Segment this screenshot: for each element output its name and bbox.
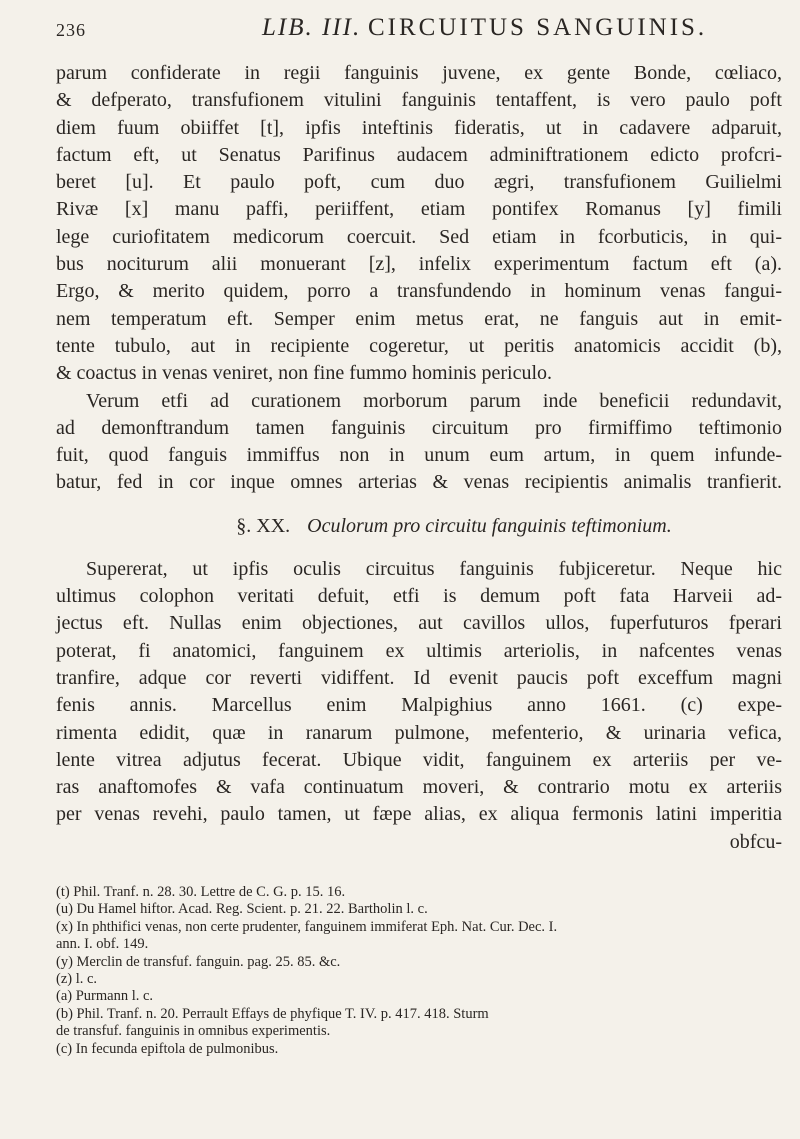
section-label: §. XX.	[236, 514, 291, 537]
text-line: batur, fed in cor inque omnes arterias & venas recipientis animalis tranfierit.	[56, 471, 782, 494]
text-line: bus nociturum alii monuerant [z], infelix experimentum factum eft (a).	[56, 253, 782, 276]
footnotes	[56, 884, 782, 1058]
text-line: ad demonftrandum tamen fanguinis circuitum pro firmiffimo teftimonio	[56, 416, 782, 439]
footnote: (u) Du Hamel hiftor. Acad. Reg. Scient. p. 21. 22. Bartholin l. c.	[56, 901, 428, 918]
book-section: LIB. III.	[262, 14, 362, 41]
text-line: & defperato, transfufionem vitulini fanguinis tentaffent, is vero paulo poft	[56, 89, 782, 112]
text-line: lente vitrea adjutus fecerat. Ubique vidit, fanguinem ex arteriis per ve-	[56, 748, 782, 771]
text-line: fenis annis. Marcellus enim Malpighius anno 1661. (c) expe-	[56, 694, 782, 717]
text-line: poterat, fi anatomici, fanguinem ex ultimis arteriolis, in nafcentes venas	[56, 639, 782, 662]
running-title: CIRCUITUS SANGUINIS.	[368, 14, 708, 41]
text-line: per venas revehi, paulo tamen, ut fæpe alias, ex aliqua fermonis latini imperitia	[56, 803, 782, 826]
footnote: (b) Phil. Tranf. n. 20. Perrault Effays de phyfique T. IV. p. 417. 418. Sturm	[56, 1005, 489, 1022]
section-heading	[56, 515, 782, 538]
text-line: Verum etfi ad curationem morborum parum inde beneficii redundavit,	[86, 389, 782, 412]
footnote: (c) In fecunda epiftola de pulmonibus.	[56, 1040, 279, 1057]
text-line: beret [u]. Et paulo poft, cum duo ægri, transfufionem Guilielmi	[56, 171, 782, 194]
page-number: 236	[56, 20, 86, 40]
text-line: lege curiofitatem medicorum coercuit. Sed etiam in fcorbuticis, in qui-	[56, 225, 782, 248]
text-line: Supererat, ut ipfis oculis circuitus fanguinis fubjiceretur. Neque hic	[86, 557, 782, 580]
text-line: ras anaftomofes & vafa continuatum moveri, & contrario motu ex arteriis	[56, 776, 782, 799]
footnote: (t) Phil. Tranf. n. 28. 30. Lettre de C. G. p. 15. 16.	[56, 884, 346, 901]
text-line: nem temperatum eft. Semper enim metus erat, ne fanguis aut in emit-	[56, 307, 782, 330]
footnote: de transfuf. fanguinis in omnibus experimentis.	[56, 1023, 331, 1040]
text-line: tente tubulo, aut in recipiente cogeretur, ut peritis anatomicis accidit (b),	[56, 334, 782, 357]
running-header	[56, 14, 770, 58]
footnote: ann. I. obf. 149.	[56, 936, 149, 953]
footnote: (y) Merclin de transfuf. fanguin. pag. 25. 85. &c.	[56, 953, 341, 970]
text-line: Ergo, & merito quidem, porro a transfundendo in hominum venas fangui-	[56, 280, 782, 303]
text-line: & coactus in venas veniret, non fine fummo hominis periculo.	[56, 362, 552, 385]
text-line: ultimus colophon veritati defuit, etfi is demum poft fata Harveii ad-	[56, 585, 782, 608]
text-line: factum eft, ut Senatus Parifinus audacem adminiftrationem edicto profcri-	[56, 143, 782, 166]
text-line: fuit, quod fanguis immiffus non in unum eum artum, in quem infunde-	[56, 444, 782, 467]
paragraph-1	[56, 60, 782, 497]
section-title: Oculorum pro circuitu fanguinis teftimonium.	[307, 514, 672, 537]
footnote: (x) In phthifici venas, non certe prudenter, fanguinem immiferat Eph. Nat. Cur. Dec. I.	[56, 918, 558, 935]
text-body	[56, 60, 782, 1058]
text-line: rimenta edidit, quæ in ranarum pulmone, mefenterio, & urinaria vefica,	[56, 721, 782, 744]
text-line: parum confiderate in regii fanguinis juvene, ex gente Bonde, cœliaco,	[56, 62, 782, 84]
text-line: tranfire, adque cor reverti vidiffent. Id evenit paucis poft exceffum magni	[56, 666, 782, 689]
catchword: obfcu-	[729, 830, 782, 853]
footnote: (a) Purmann l. c.	[56, 988, 154, 1005]
text-line: jectus eft. Nullas enim objectiones, aut cavillos ullos, fuperfuturos fperari	[56, 612, 782, 635]
footnote: (z) l. c.	[56, 971, 98, 988]
paragraph-2	[56, 556, 782, 856]
text-line: diem fuum obiiffet [t], ipfis inteftinis fideratis, ut in cadavere adparuit,	[56, 116, 782, 139]
text-line: Rivæ [x] manu paffi, periiffent, etiam pontifex Romanus [y] fimili	[56, 198, 782, 221]
